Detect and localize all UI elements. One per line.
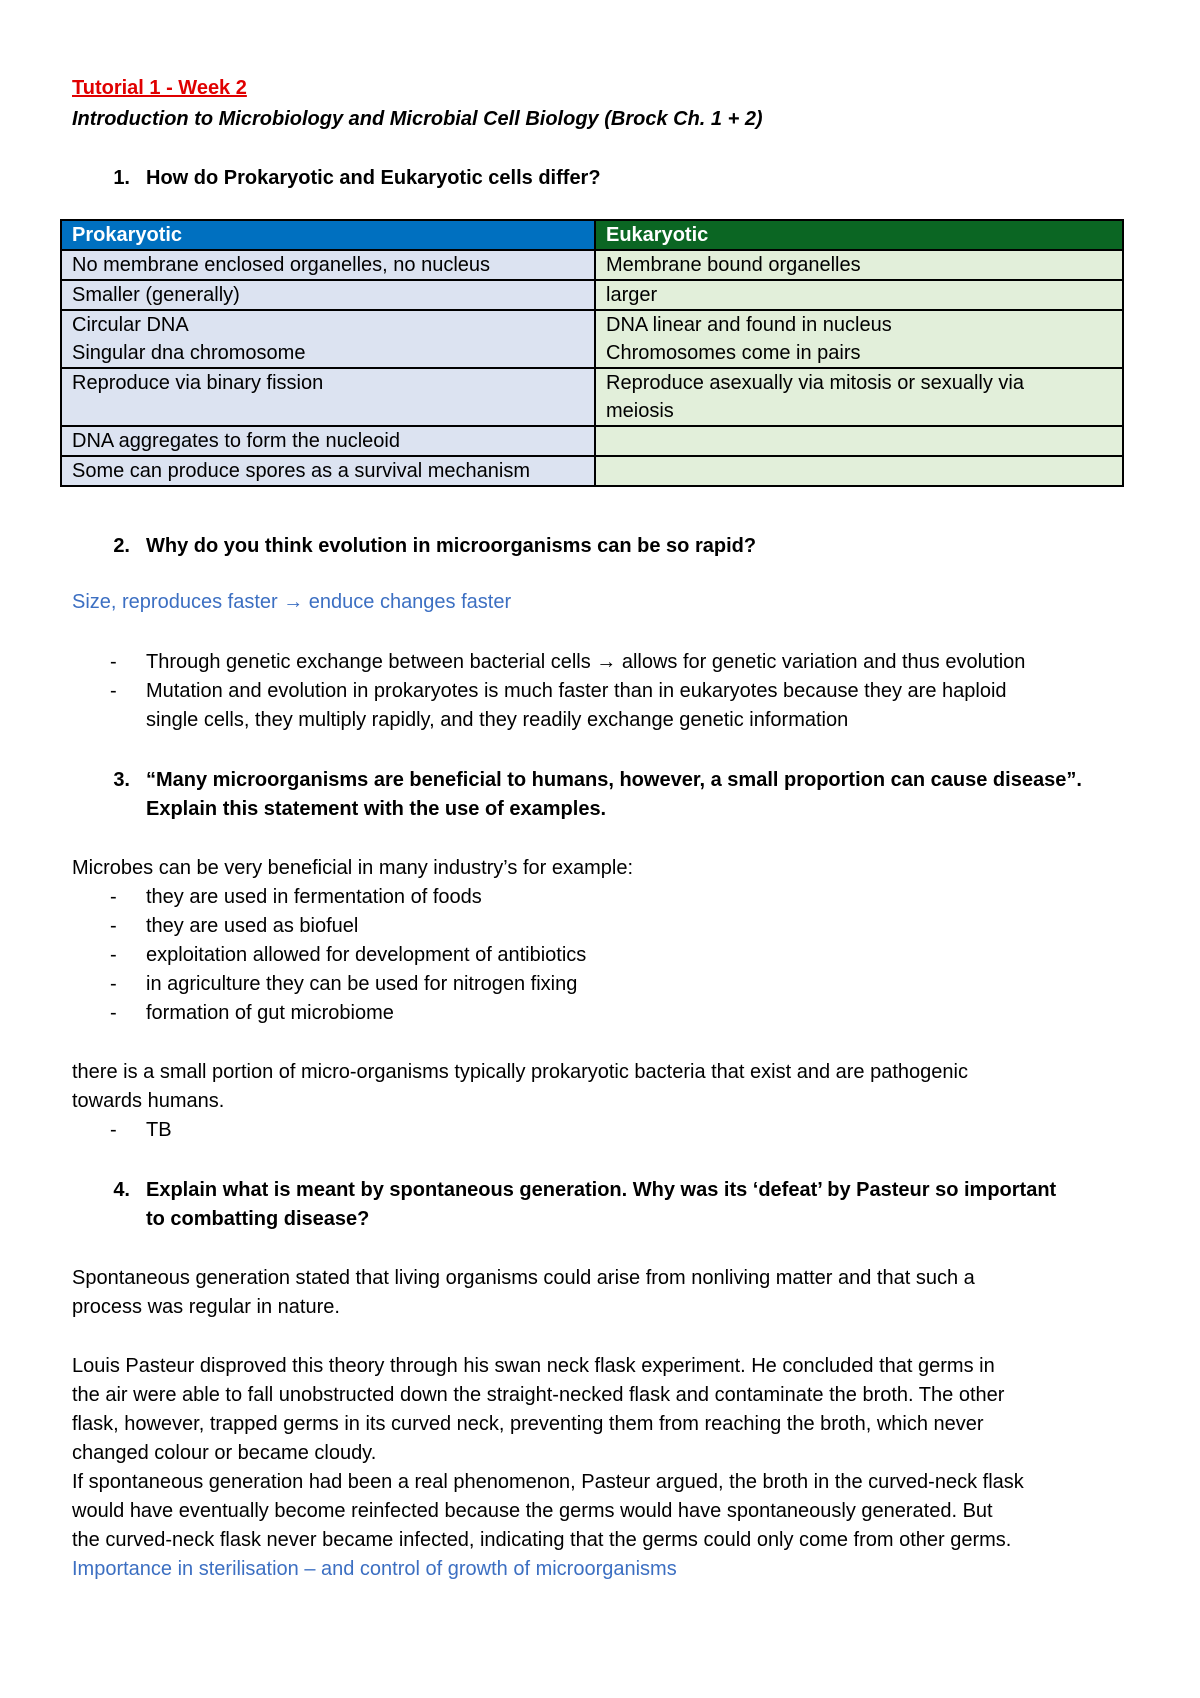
table-row bbox=[61, 250, 1123, 280]
question-4-line: to combatting disease? bbox=[146, 1208, 370, 1230]
paragraph-line: changed colour or became cloudy. bbox=[72, 1442, 377, 1464]
table-row bbox=[61, 456, 1123, 486]
paragraph-line: the curved-neck flask never became infected, indicating that the germs could only come from other germs. bbox=[72, 1529, 1012, 1551]
cell-eukaryotic bbox=[595, 456, 1123, 486]
paragraph-line: the air were able to fall unobstructed down the straight-necked flask and contaminate the broth. The other bbox=[72, 1384, 1005, 1406]
header-eukaryotic: Eukaryotic bbox=[595, 220, 1123, 250]
paragraph-line: If spontaneous generation had been a real phenomenon, Pasteur argued, the broth in the curved-neck flask bbox=[72, 1471, 1024, 1493]
cell-prokaryotic: Some can produce spores as a survival mechanism bbox=[61, 456, 595, 486]
bullet-dash: - bbox=[110, 886, 117, 908]
cell-prokaryotic: DNA aggregates to form the nucleoid bbox=[61, 426, 595, 456]
bullet-dash: - bbox=[110, 915, 117, 937]
cell-eukaryotic bbox=[595, 368, 1123, 426]
question-number: 3. bbox=[113, 769, 130, 791]
question-4-line: Explain what is meant by spontaneous generation. Why was its ‘defeat’ by Pasteur so important bbox=[146, 1179, 1057, 1201]
bullet-text: TB bbox=[146, 1119, 172, 1141]
bullet-dash: - bbox=[110, 1119, 117, 1141]
cell-line: Reproduce via binary fission bbox=[72, 372, 324, 394]
cell-eukaryotic bbox=[595, 310, 1123, 368]
table-row bbox=[61, 368, 1123, 426]
question-3-line: Explain this statement with the use of examples. bbox=[146, 798, 607, 820]
bullet-text: single cells, they multiply rapidly, and they readily exchange genetic information bbox=[146, 709, 849, 731]
paragraph-line: would have eventually become reinfected because the germs would have spontaneously generated. But bbox=[72, 1500, 993, 1522]
cell-prokaryotic bbox=[61, 368, 595, 426]
bullet-dash: - bbox=[110, 944, 117, 966]
bullet-dash: - bbox=[110, 651, 117, 673]
bullet-text: exploitation allowed for development of antibiotics bbox=[146, 944, 587, 966]
cell-line: Singular dna chromosome bbox=[72, 342, 306, 364]
cell-prokaryotic: No membrane enclosed organelles, no nucleus bbox=[61, 250, 595, 280]
cell-line: meiosis bbox=[606, 400, 674, 422]
comparison-table bbox=[60, 219, 1124, 487]
paragraph-line: Louis Pasteur disproved this theory through his swan neck flask experiment. He concluded that germs in bbox=[72, 1355, 995, 1377]
cell-prokaryotic bbox=[61, 310, 595, 368]
question-2: Why do you think evolution in microorganisms can be so rapid? bbox=[146, 535, 757, 557]
question-1: How do Prokaryotic and Eukaryotic cells differ? bbox=[146, 167, 601, 189]
bullet-dash: - bbox=[110, 973, 117, 995]
bullet-text: in agriculture they can be used for nitrogen fixing bbox=[146, 973, 578, 995]
paragraph-line: flask, however, trapped germs in its curved neck, preventing them from reaching the broth, which never bbox=[72, 1413, 984, 1435]
bullet-dash: - bbox=[110, 680, 117, 702]
answer-2: Size, reproduces faster → enduce changes faster bbox=[72, 591, 512, 613]
paragraph-line: Spontaneous generation stated that living organisms could arise from nonliving matter and that such a bbox=[72, 1267, 975, 1289]
header-prokaryotic: Prokaryotic bbox=[61, 220, 595, 250]
answer-3-intro: Microbes can be very beneficial in many industry’s for example: bbox=[72, 857, 633, 879]
table-row bbox=[61, 310, 1123, 368]
question-number: 4. bbox=[113, 1179, 130, 1201]
cell-prokaryotic: Smaller (generally) bbox=[61, 280, 595, 310]
question-number: 2. bbox=[113, 535, 130, 557]
paragraph-line: towards humans. bbox=[72, 1090, 225, 1112]
question-3-line: “Many microorganisms are beneficial to humans, however, a small proportion can cause disease”. bbox=[146, 769, 1082, 791]
cell-eukaryotic: Membrane bound organelles bbox=[595, 250, 1123, 280]
cell-line: Chromosomes come in pairs bbox=[606, 342, 861, 364]
paragraph-line: there is a small portion of micro-organisms typically prokaryotic bacteria that exist and are pathogenic bbox=[72, 1061, 968, 1083]
cell-eukaryotic: larger bbox=[595, 280, 1123, 310]
bullet-text: Mutation and evolution in prokaryotes is much faster than in eukaryotes because they are haploid bbox=[146, 680, 1007, 702]
bullet-text: they are used as biofuel bbox=[146, 915, 359, 937]
importance-note: Importance in sterilisation – and control of growth of microorganisms bbox=[72, 1558, 677, 1580]
question-number: 1. bbox=[113, 167, 130, 189]
table-header-row bbox=[61, 220, 1123, 250]
table-row bbox=[61, 280, 1123, 310]
cell-line: Circular DNA bbox=[72, 314, 189, 336]
cell-eukaryotic bbox=[595, 426, 1123, 456]
document-title: Tutorial 1 - Week 2 bbox=[72, 77, 247, 99]
bullet-text: formation of gut microbiome bbox=[146, 1002, 394, 1024]
document-subtitle: Introduction to Microbiology and Microbial Cell Biology (Brock Ch. 1 + 2) bbox=[72, 108, 763, 130]
paragraph-line: process was regular in nature. bbox=[72, 1296, 340, 1318]
cell-line: Reproduce asexually via mitosis or sexually via bbox=[606, 372, 1024, 394]
bullet-text: they are used in fermentation of foods bbox=[146, 886, 482, 908]
bullet-text: Through genetic exchange between bacterial cells → allows for genetic variation and thus evolution bbox=[146, 651, 1026, 673]
table-row bbox=[61, 426, 1123, 456]
bullet-dash: - bbox=[110, 1002, 117, 1024]
cell-line: DNA linear and found in nucleus bbox=[606, 314, 892, 336]
